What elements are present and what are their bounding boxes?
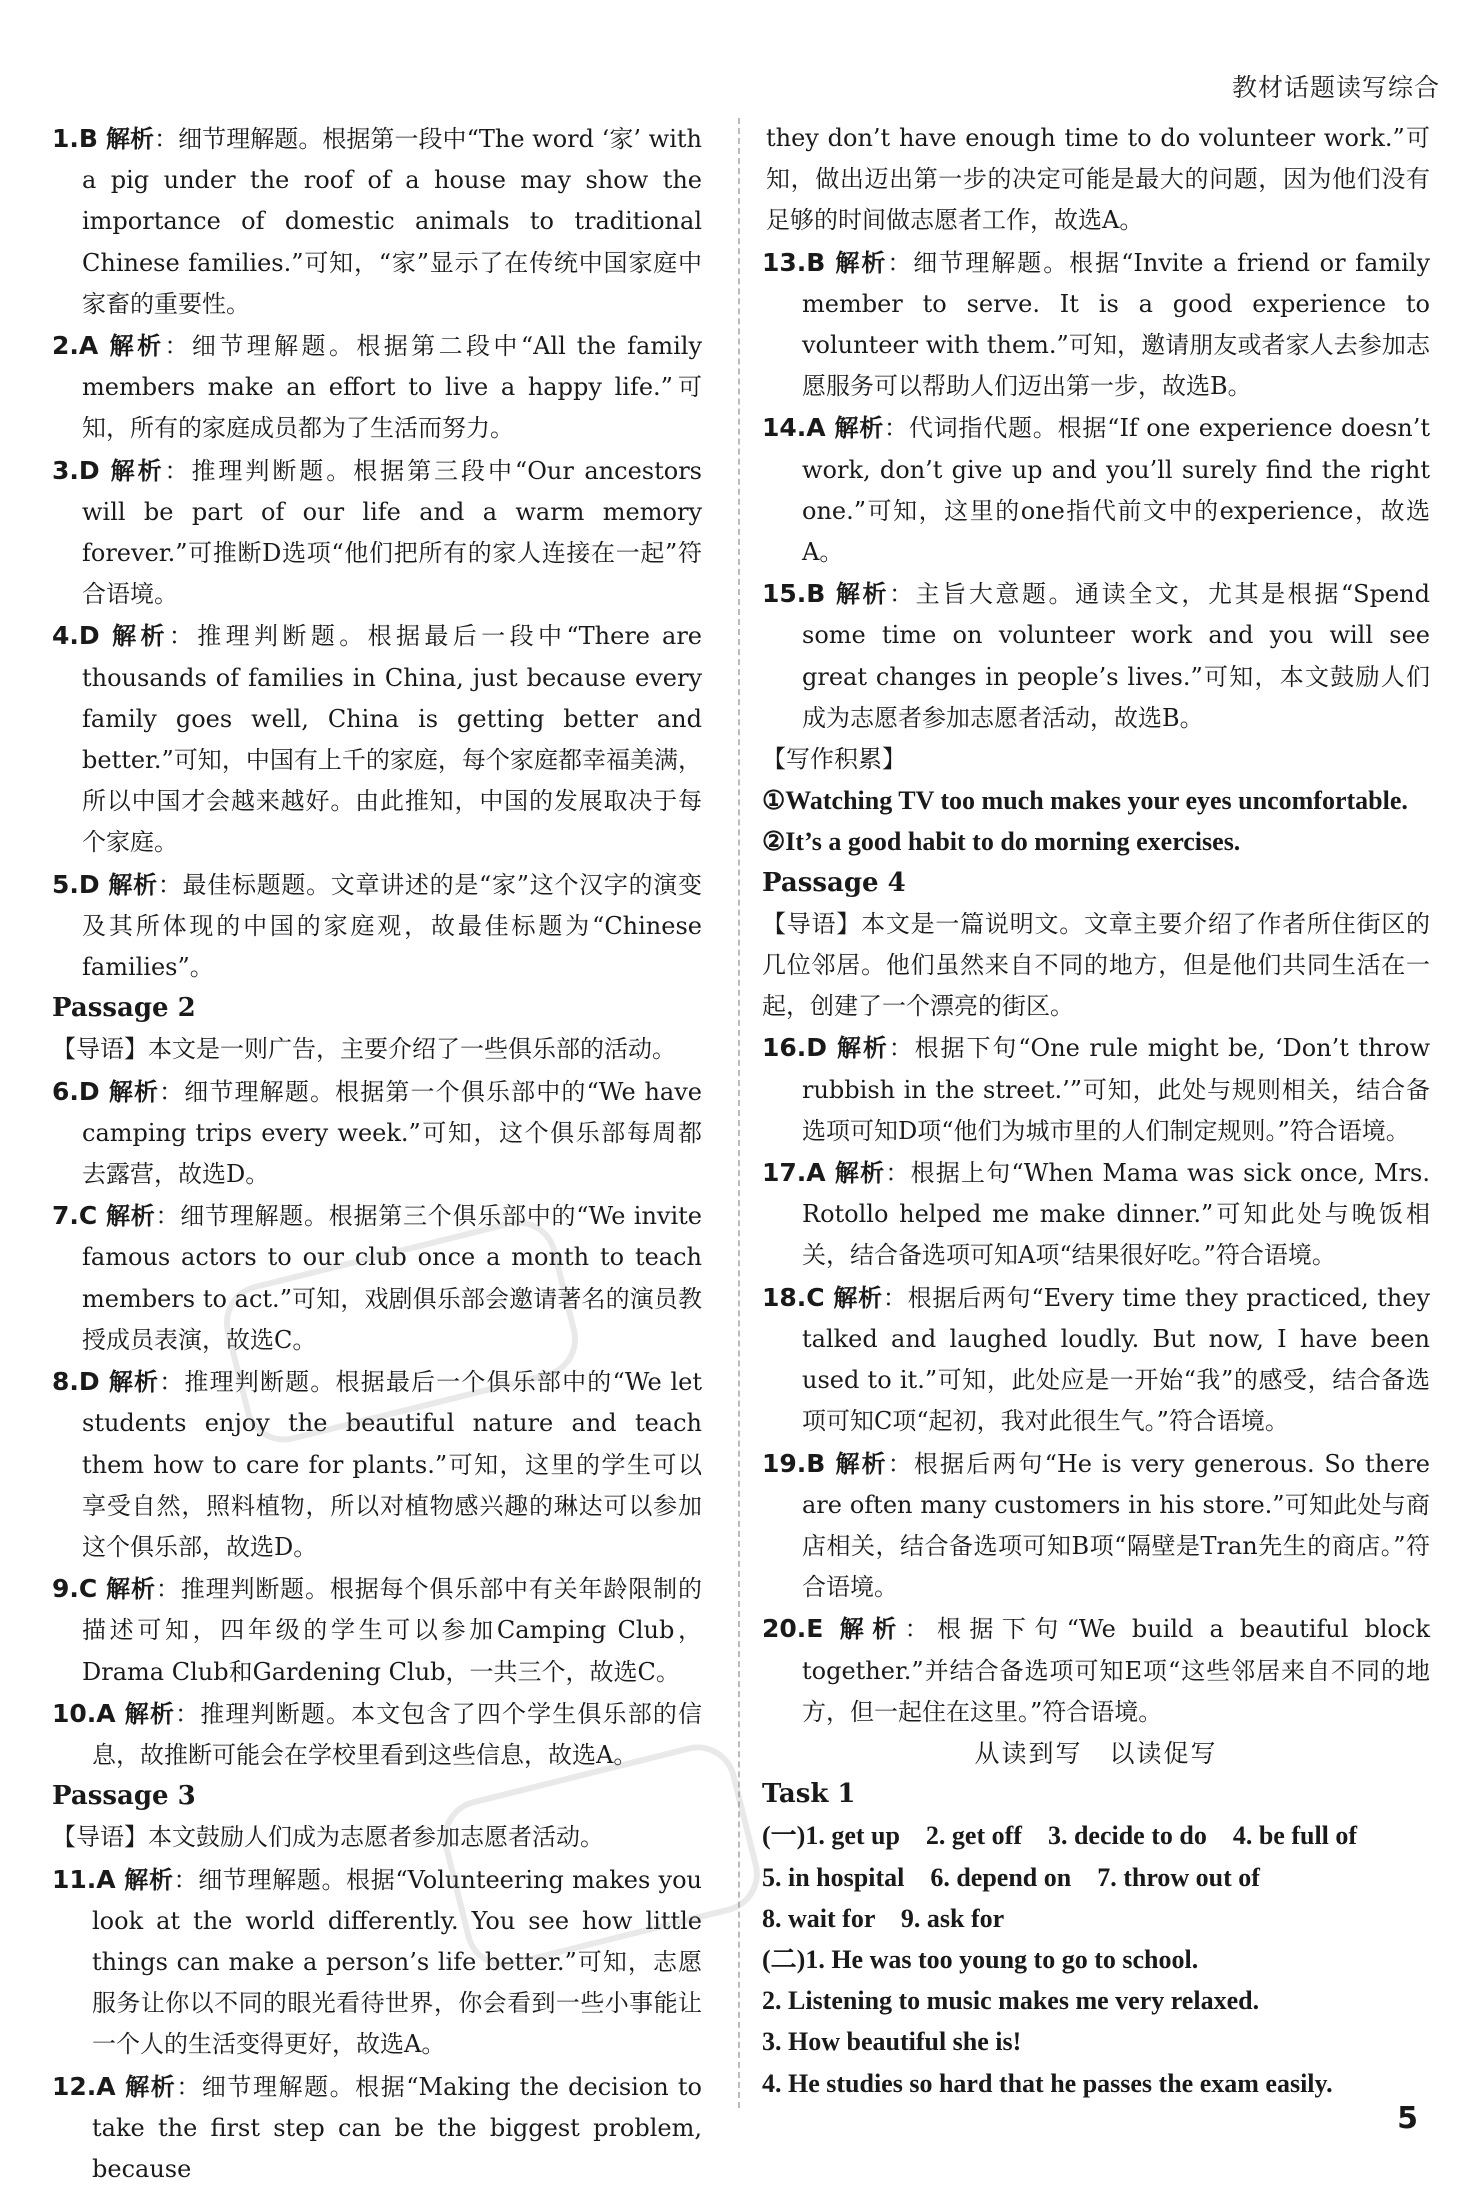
answer-item [52, 864, 702, 989]
item-label: 解析 [105, 1575, 156, 1604]
item-number: 15. [762, 579, 807, 609]
item-number: 14. [762, 413, 807, 443]
item-answer: A [96, 1698, 116, 1728]
item-text: ：主旨大意题。通读全文，尤其是根据“Spend some time on volunteer work and you will see great changes in people’s lives.”可知，本文鼓励人们成为志愿者参加志愿者活动，故选B。 [802, 580, 1430, 732]
item-answer: D [78, 1367, 100, 1397]
item-number: 11. [52, 1864, 97, 1894]
item-text: ：细节理解题。根据第二段中“All the family members make an effort to live a happy life.”可知，所有的家庭成员都为了生活而努力。 [82, 332, 703, 443]
item-text: ：根据下句“We build a beautiful block together.”并结合备选项可知E项“这些邻居来自不同的地方，但一起住在这里。”符合语境。 [802, 1615, 1430, 1726]
item-answer: C [78, 1574, 98, 1604]
answer-item [52, 1859, 702, 2066]
item-text: ：根据上句“When Mama was sick once, Mrs. Rotollo helped me make dinner.”可知此处与晚饭相关，结合备选项可知A项“结果很好吃。”符合语境。 [802, 1159, 1431, 1270]
item-answer: D [78, 1076, 100, 1106]
item-answer: C [78, 1201, 98, 1231]
item-label: 解析 [107, 456, 165, 485]
item-answer: B [806, 247, 826, 277]
item-answer: D [78, 869, 100, 899]
item-text: ：代词指代题。根据“If one experience doesn’t work, don’t give up and you’ll surely find the right one.”可知，这里的one指代前文中的experience，故选A。 [802, 414, 1431, 567]
item-label: 解析 [833, 414, 885, 443]
item-text: ：细节理解题。根据“Volunteering makes you look at the world differently. You see how little things can make a person’s life better.”可知，志愿服务让你以不同的眼光看待世界，你会看到一些小事能让一个人的生活变得更好，故选A。 [92, 1865, 702, 2059]
answer-item [762, 1608, 1430, 1733]
item-number: 1. [52, 124, 79, 153]
item-number: 12. [52, 2071, 97, 2101]
paragraph: 【导语】本文是一篇说明文。文章主要介绍了作者所住街区的几位邻居。他们虽然来自不同的地方，但是他们共同生活在一起，创建了一个漂亮的街区。 [762, 909, 1430, 1021]
item-label: 解析 [107, 622, 169, 651]
answer-line: ②It’s a good habit to do morning exercises. [762, 827, 1241, 857]
item-number: 18. [762, 1282, 807, 1312]
column-divider [738, 118, 740, 2108]
item-answer: D [78, 455, 100, 485]
item-label: 解析 [833, 1449, 888, 1478]
item-answer: D [806, 1033, 828, 1063]
item-label: 解析 [833, 248, 888, 277]
right-column [762, 118, 1430, 2104]
item-text: ：推理判断题。本文包含了四个学生俱乐部的信息，故推断可能会在学校里看到这些信息，故选A。 [92, 1699, 702, 1769]
answer-item [52, 1693, 702, 1776]
item-number: 5. [52, 869, 79, 899]
item-answer: A [96, 2071, 116, 2101]
answer-item [762, 1443, 1430, 1609]
item-text: ：细节理解题。根据“Making the decision to take the first step can be the biggest problem, because [92, 2072, 702, 2183]
answer-item [52, 118, 702, 325]
item-number: 3. [52, 455, 79, 485]
item-label: 解析 [833, 580, 890, 609]
item-label: 解析 [832, 1283, 883, 1312]
item-text: ：推理判断题。根据第三段中“Our ancestors will be part of our life and a warm memory forever.”可推断D选项“他们把所有的家人连接在一起”符合语境。 [82, 456, 702, 609]
item-number: 4. [52, 621, 79, 651]
item-answer: B [78, 124, 98, 153]
answer-line: 2. Listening to music makes me very relaxed. [762, 1986, 1260, 2016]
item-number: 9. [52, 1574, 79, 1604]
answer-line: 3. How beautiful she is! [762, 2027, 1022, 2057]
item-answer: A [78, 331, 99, 361]
item-answer: B [806, 1448, 826, 1478]
item-answer: C [806, 1282, 825, 1312]
item-number: 10. [52, 1698, 97, 1728]
item-number: 6. [52, 1076, 79, 1106]
answer-item [52, 1195, 702, 1361]
item-label: 解析 [106, 332, 165, 361]
item-label: 解析 [107, 870, 158, 899]
answer-item [52, 1071, 702, 1196]
paragraph: 【导语】本文是一则广告，主要介绍了一些俱乐部的活动。 [52, 1035, 676, 1064]
item-number: 20. [762, 1614, 807, 1644]
item-label: 解析 [833, 1159, 886, 1188]
answer-line: 5. in hospital 6. depend on 7. throw out of [762, 1862, 1260, 1892]
item-text: ：细节理解题。根据第三个俱乐部中的“We invite famous actors to our club once a month to teach members to act.”可知，戏剧俱乐部会邀请著名的演员教授成员表演，故选C。 [82, 1202, 703, 1354]
item-answer: A [96, 1864, 116, 1894]
answer-line: 4. He studies so hard that he passes the exam easily. [762, 2068, 1333, 2098]
answer-line: 8. wait for 9. ask for [762, 1903, 1005, 1933]
item-answer: A [806, 1158, 826, 1188]
page-number: 5 [1397, 2101, 1418, 2136]
answer-item [762, 1152, 1430, 1277]
item-text: ：推理判断题。根据最后一段中“There are thousands of families in China, just because every family goes well, China is getting better and better.”可知，中国有上千的家庭，每个家庭都幸福美满，所以中国才会越来越好。由此推知，中国的发展取决于每个家庭。 [82, 622, 702, 857]
item-text: ：推理判断题。根据每个俱乐部中有关年龄限制的描述可知，四年级的学生可以参加Camping Club，Drama Club和Gardening Club，一共三个，故选C。 [82, 1575, 703, 1686]
section-heading: Passage 3 [52, 1781, 196, 1812]
answer-item [762, 573, 1430, 739]
item-label: 解析 [835, 1034, 889, 1063]
item-text: ：细节理解题。根据“Invite a friend or family member to serve. It is a good experience to volunteer with them.”可知，邀请朋友或者家人去参加志愿服务可以帮助人们迈出第一步，故选B。 [802, 248, 1431, 401]
section-heading: Task 1 [762, 1779, 856, 1810]
item-label: 解析 [107, 1368, 160, 1397]
paragraph: 【写作积累】 [762, 745, 906, 774]
section-heading: Passage 4 [762, 867, 906, 898]
answer-item [762, 242, 1430, 408]
header-title: 教材话题读写综合 [1231, 73, 1440, 102]
answer-item [762, 407, 1430, 573]
left-column [52, 118, 702, 2190]
answer-item [52, 615, 702, 863]
item-number: 7. [52, 1201, 79, 1231]
item-label: 解析 [105, 1202, 156, 1231]
answer-item [762, 1027, 1430, 1152]
section-heading: Passage 2 [52, 993, 196, 1024]
answer-line: (二)1. He was too young to go to school. [762, 1944, 1199, 1974]
item-label: 解析 [123, 1865, 174, 1894]
answer-item [52, 450, 702, 616]
paragraph: 【导语】本文鼓励人们成为志愿者参加志愿者活动。 [52, 1823, 604, 1852]
item-label: 解析 [123, 1699, 176, 1728]
item-answer: E [806, 1614, 824, 1644]
item-text: ：细节理解题。根据第一段中“The word ‘家’ with a pig under the roof of a house may show the importance of domestic animals to traditional Chinese families.”可知，“家”显示了在传统中国家庭中家畜的重要性。 [82, 125, 703, 318]
answer-item [52, 1361, 702, 1568]
item-answer: A [806, 413, 826, 443]
item-text: ：根据后两句“Every time they practiced, they talked and laughed loudly. But now, I have been used to it.”可知，此处应是一开始“我”的感受，结合备选项可知C项“起初，我对此很生气。”符合语境。 [802, 1283, 1431, 1436]
item-label: 解析 [831, 1615, 905, 1644]
item-label: 解析 [123, 2072, 177, 2101]
item-number: 19. [762, 1448, 807, 1478]
item-number: 2. [52, 331, 79, 361]
item-number: 13. [762, 247, 807, 277]
item-label: 解析 [107, 1077, 160, 1106]
item-text: ：最佳标题题。文章讲述的是“家”这个汉字的演变及其所体现的中国的家庭观，故最佳标题为“Chinese families”。 [82, 870, 702, 982]
item-number: 16. [762, 1033, 807, 1063]
item-text: ：根据下句“One rule might be, ‘Don’t throw rubbish in the street.’”可知，此处与规则相关，结合备选项可知D项“他们为城市里的人们制定规则。”符合语境。 [802, 1034, 1431, 1145]
paragraph: they don’t have enough time to do volunteer work.”可知，做出迈出第一步的决定可能是最大的问题，因为他们没有足够的时间做志愿者工作，故选A。 [766, 124, 1430, 235]
answer-item [52, 2066, 702, 2190]
item-text: ：根据后两句“He is very generous. So there are often many customers in his store.”可知此处与商店相关，结合备选项可知B项“隔壁是Tran先生的商店。”符合语境。 [802, 1449, 1430, 1602]
item-text: ：推理判断题。根据最后一个俱乐部中的“We let students enjoy the beautiful nature and teach them how to care for plants.”可知，这里的学生可以享受自然，照料植物，所以对植物感兴趣的琳达可以参加这个俱乐部，故选D。 [82, 1368, 702, 1561]
answer-item [762, 1277, 1430, 1443]
section-title: 从读到写 以读促写 [974, 1738, 1218, 1768]
answer-item [52, 325, 702, 450]
answer-item [52, 1568, 702, 1693]
item-label: 解析 [105, 125, 155, 153]
item-number: 17. [762, 1158, 807, 1188]
item-answer: D [78, 621, 100, 651]
answer-line: (一)1. get up 2. get off 3. decide to do 4. be full of [762, 1821, 1358, 1851]
item-text: ：细节理解题。根据第一个俱乐部中的“We have camping trips every week.”可知，这个俱乐部每周都去露营，故选D。 [82, 1077, 703, 1189]
item-number: 8. [52, 1367, 79, 1397]
answer-line: ①Watching TV too much makes your eyes uncomfortable. [762, 786, 1408, 816]
item-answer: B [806, 579, 826, 609]
